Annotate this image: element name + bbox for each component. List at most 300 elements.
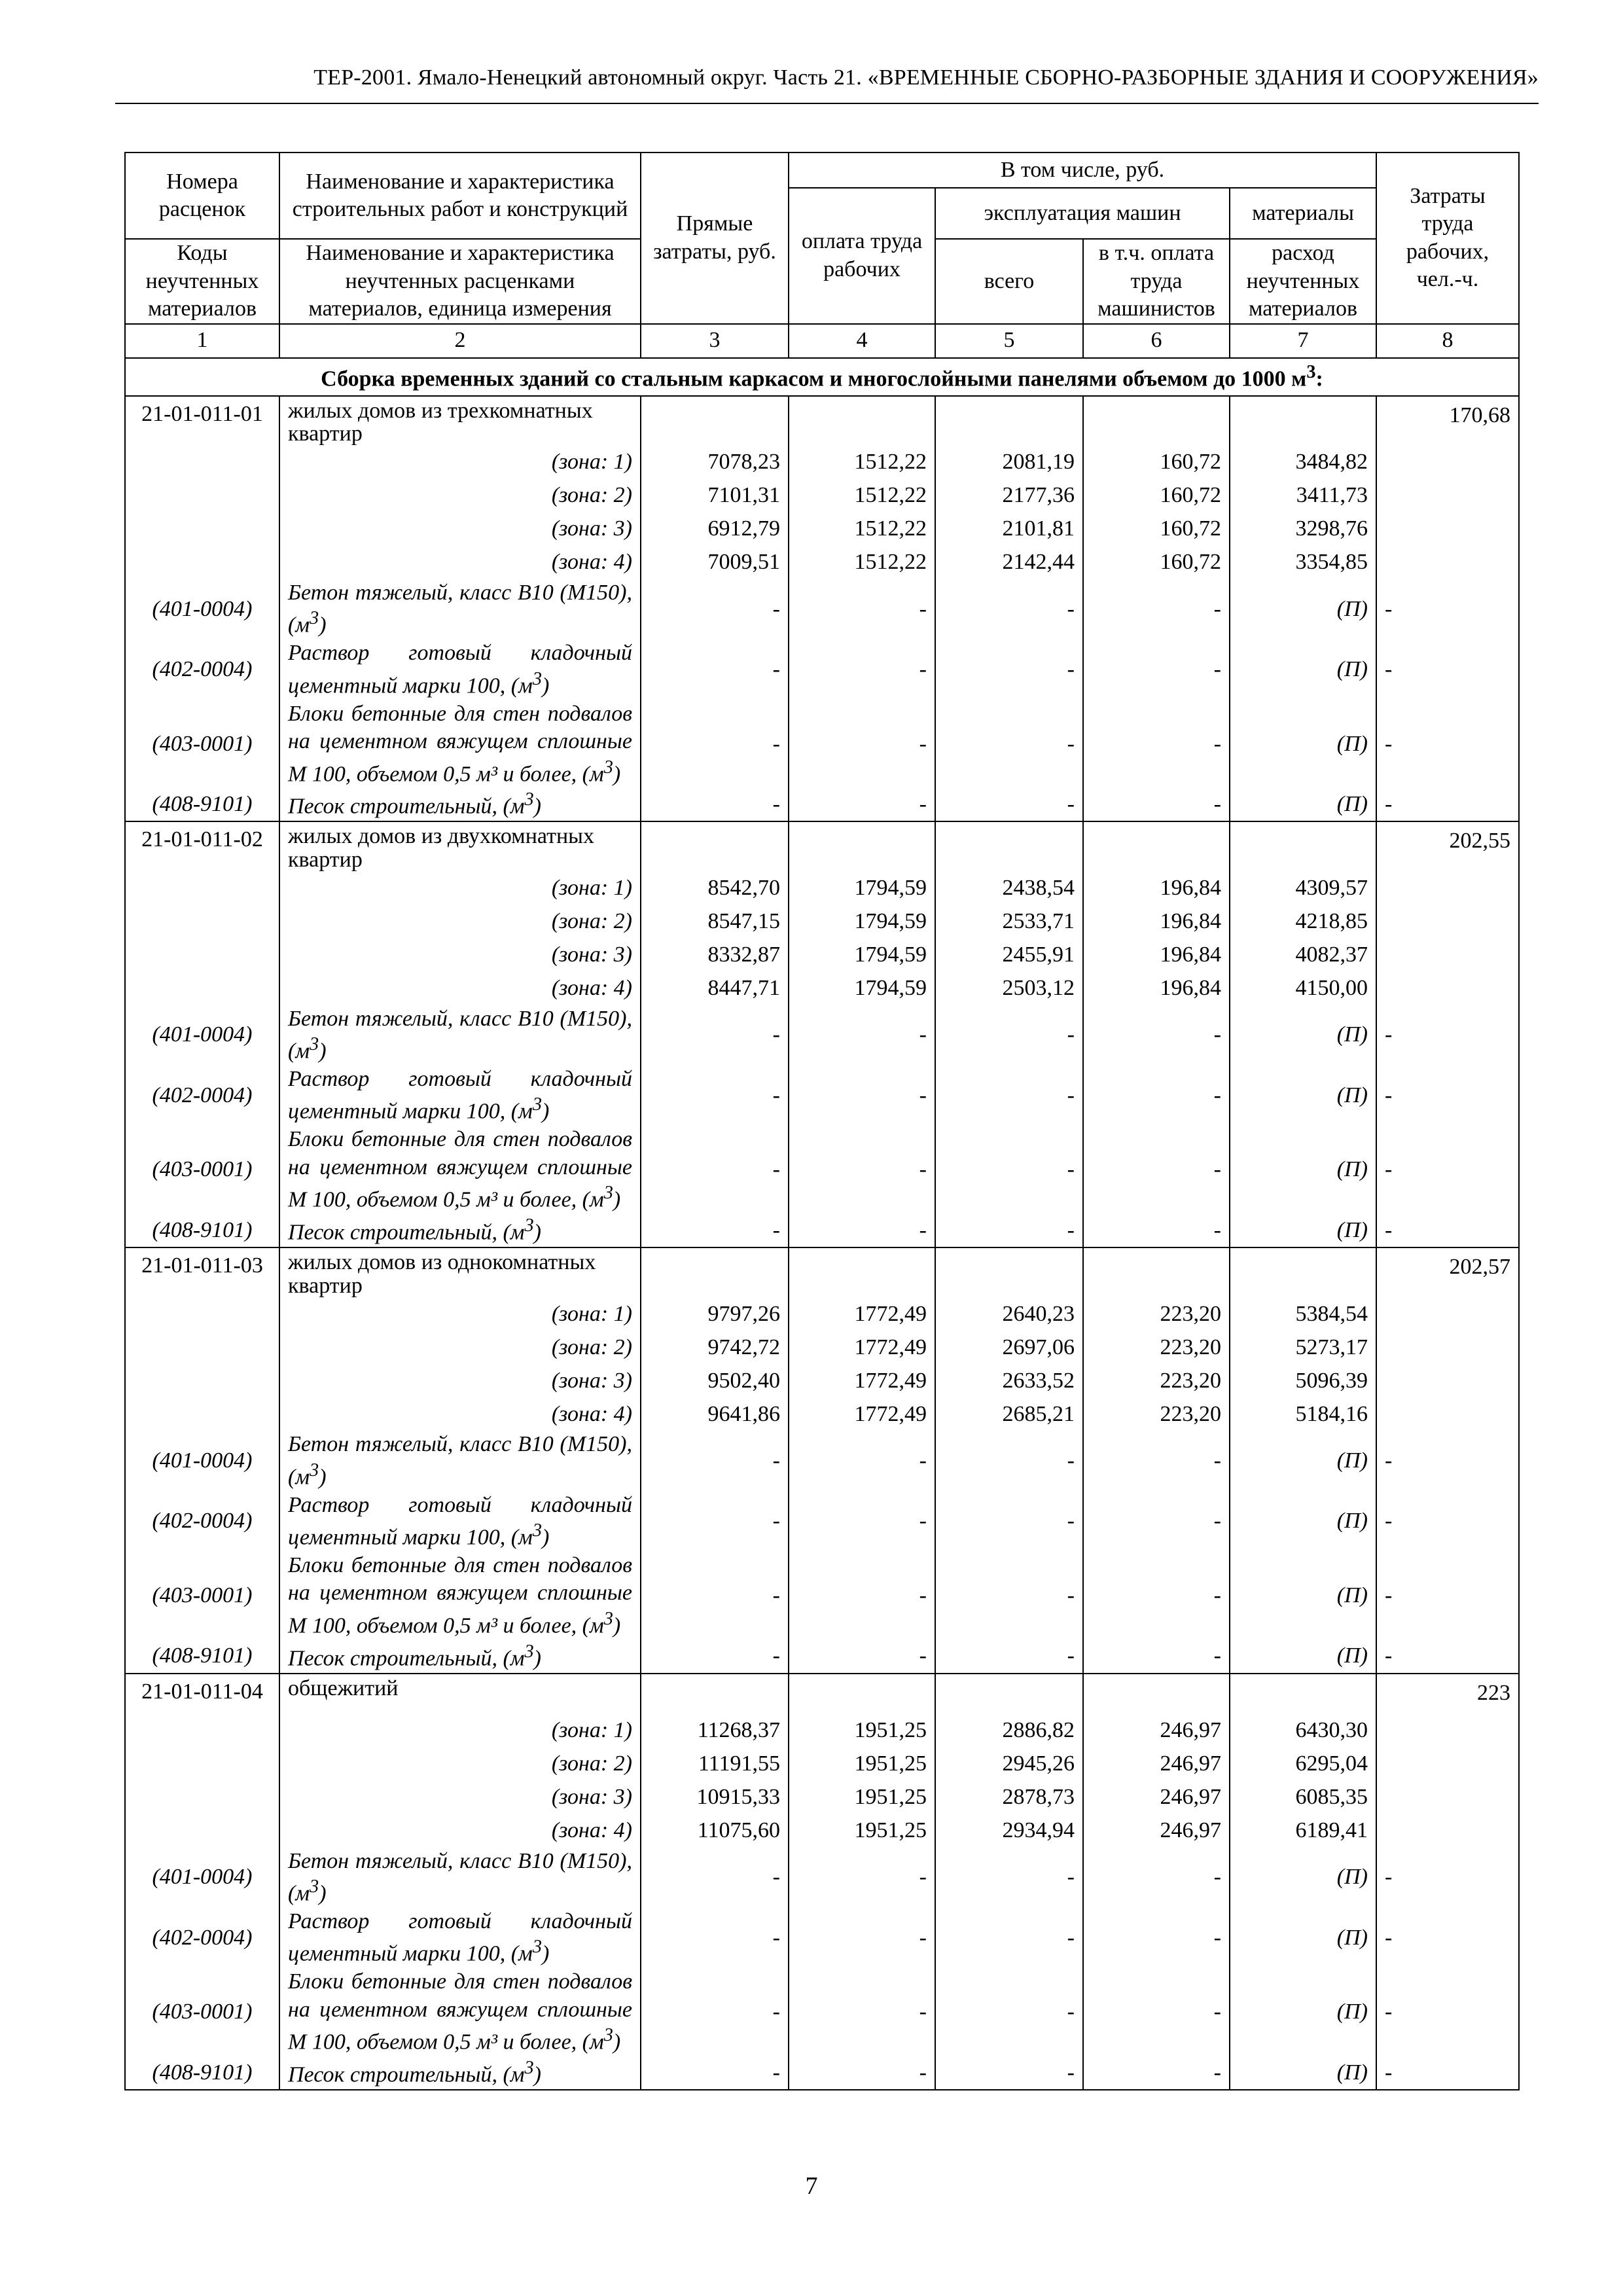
zone-label: (зона: 3): [279, 1781, 641, 1814]
rate-row: [125, 1247, 1519, 1297]
machines-total: 2685,21: [935, 1397, 1083, 1431]
material-row: [125, 1066, 1519, 1126]
dash: -: [935, 639, 1083, 700]
dash: -: [789, 788, 935, 821]
material-name: Бетон тяжелый, класс В10 (М150), $(м^3)$: [279, 579, 641, 639]
material-row: [125, 788, 1519, 821]
direct-costs: 8447,71: [641, 972, 789, 1005]
header-worker-pay: оплата труда рабочих: [789, 188, 935, 324]
page-header: ТЕР-2001. Ямало-Ненецкий автономный округ. Часть 21. «ВРЕМЕННЫЕ СБОРНО-РАЗБОРНЫЕ ЗДАНИЯ И СООРУЖЕНИЯ»: [313, 65, 1539, 90]
machines-total: 2697,06: [935, 1331, 1083, 1364]
materials-cost: 5184,16: [1230, 1397, 1376, 1431]
material-usage: (П): [1230, 1908, 1376, 1968]
dash: -: [1376, 788, 1519, 821]
material-usage: (П): [1230, 1431, 1376, 1491]
zone-row: [125, 905, 1519, 939]
dash: -: [1083, 1848, 1230, 1908]
zone-label: (зона: 2): [279, 905, 641, 939]
dash: -: [1083, 1066, 1230, 1126]
material-usage: (П): [1230, 1552, 1376, 1640]
dash: -: [1083, 579, 1230, 639]
dash: -: [789, 1214, 935, 1247]
machines-total: 2934,94: [935, 1814, 1083, 1848]
dash: -: [789, 1005, 935, 1066]
dash: -: [935, 1492, 1083, 1552]
material-usage: (П): [1230, 1214, 1376, 1247]
zone-label: (зона: 2): [279, 479, 641, 512]
labor-cost: 223: [1376, 1674, 1519, 1714]
zone-row: [125, 972, 1519, 1005]
materials-cost: 4082,37: [1230, 939, 1376, 972]
machinist-pay: 246,97: [1083, 1714, 1230, 1748]
rate-row: [125, 396, 1519, 446]
material-usage: (П): [1230, 2056, 1376, 2090]
dash: -: [1083, 639, 1230, 700]
direct-costs: 11075,60: [641, 1814, 789, 1848]
dash: -: [789, 1126, 935, 1214]
material-row: [125, 1848, 1519, 1908]
rate-row: [125, 1674, 1519, 1714]
zone-label: (зона: 1): [279, 1714, 641, 1748]
column-number: 7: [1230, 324, 1376, 358]
material-row: [125, 2056, 1519, 2090]
zone-row: [125, 546, 1519, 579]
machines-total: 2438,54: [935, 872, 1083, 905]
worker-pay: 1512,22: [789, 446, 935, 479]
dash: -: [935, 1214, 1083, 1247]
dash: -: [1083, 1552, 1230, 1640]
header-material-names: Наименование и характеристика неучтенных расценками материалов, единица измерения: [279, 239, 641, 324]
materials-cost: 4309,57: [1230, 872, 1376, 905]
dash: -: [789, 1908, 935, 1968]
zone-label: (зона: 3): [279, 512, 641, 546]
material-name: Блоки бетонные для стен подвалов на цементном вяжущем сплошные М 100, объемом 0,5 м³ и более, $(м^3)$: [279, 700, 641, 789]
direct-costs: 8547,15: [641, 905, 789, 939]
dash: -: [641, 1431, 789, 1491]
material-code: (403-0001): [125, 1126, 279, 1214]
dash: -: [1083, 1126, 1230, 1214]
header-labor: Затраты труда рабочих, чел.-ч.: [1376, 152, 1519, 324]
dash: -: [789, 1640, 935, 1674]
dash: -: [935, 1552, 1083, 1640]
column-number: 3: [641, 324, 789, 358]
direct-costs: 9797,26: [641, 1297, 789, 1331]
column-numbers-row: [125, 324, 1519, 358]
dash: -: [1376, 1126, 1519, 1214]
material-name: Блоки бетонные для стен подвалов на цементном вяжущем сплошные М 100, объемом 0,5 м³ и более, $(м^3)$: [279, 1552, 641, 1640]
machines-total: 2503,12: [935, 972, 1083, 1005]
materials-cost: 5273,17: [1230, 1331, 1376, 1364]
dash: -: [935, 1066, 1083, 1126]
material-code: (403-0001): [125, 1968, 279, 2056]
materials-cost: 5096,39: [1230, 1364, 1376, 1397]
machines-total: 2142,44: [935, 546, 1083, 579]
material-usage: (П): [1230, 1640, 1376, 1674]
material-name: Раствор готовый кладочный цементный марки 100, $(м^3)$: [279, 1066, 641, 1126]
section-title-row: [125, 358, 1519, 396]
machinist-pay: 160,72: [1083, 512, 1230, 546]
material-code: (408-9101): [125, 1214, 279, 1247]
materials-cost: 6295,04: [1230, 1748, 1376, 1781]
rate-code: 21-01-011-03: [125, 1247, 279, 1297]
dash: -: [1083, 1214, 1230, 1247]
materials-cost: 6085,35: [1230, 1781, 1376, 1814]
zone-row: [125, 1714, 1519, 1748]
column-number: 4: [789, 324, 935, 358]
zone-label: (зона: 3): [279, 939, 641, 972]
material-row: [125, 1552, 1519, 1640]
zone-label: (зона: 2): [279, 1748, 641, 1781]
dash: -: [789, 1066, 935, 1126]
worker-pay: 1772,49: [789, 1364, 935, 1397]
labor-cost: 170,68: [1376, 396, 1519, 446]
header-machinist-pay: в т.ч. оплата труда машинистов: [1083, 239, 1230, 324]
dash: -: [641, 1848, 789, 1908]
dash: -: [1376, 1066, 1519, 1126]
material-code: (408-9101): [125, 788, 279, 821]
direct-costs: 8542,70: [641, 872, 789, 905]
materials-cost: 6430,30: [1230, 1714, 1376, 1748]
dash: -: [1083, 788, 1230, 821]
materials-cost: 3354,85: [1230, 546, 1376, 579]
column-number: 5: [935, 324, 1083, 358]
machines-total: 2945,26: [935, 1748, 1083, 1781]
material-code: (408-9101): [125, 1640, 279, 1674]
dash: -: [935, 1005, 1083, 1066]
dash: -: [789, 1848, 935, 1908]
material-row: [125, 639, 1519, 700]
material-code: (403-0001): [125, 700, 279, 789]
machinist-pay: 246,97: [1083, 1814, 1230, 1848]
machines-total: 2177,36: [935, 479, 1083, 512]
dash: -: [1376, 1848, 1519, 1908]
zone-label: (зона: 4): [279, 1397, 641, 1431]
dash: -: [789, 1431, 935, 1491]
material-name: Песок строительный, $(м^3)$: [279, 1214, 641, 1247]
machines-total: 2081,19: [935, 446, 1083, 479]
material-usage: (П): [1230, 1492, 1376, 1552]
material-row: [125, 1908, 1519, 1968]
machinist-pay: 246,97: [1083, 1781, 1230, 1814]
worker-pay: 1951,25: [789, 1714, 935, 1748]
dash: -: [789, 579, 935, 639]
dash: -: [935, 700, 1083, 789]
dash: -: [641, 1126, 789, 1214]
materials-cost: 5384,54: [1230, 1297, 1376, 1331]
dash: -: [1083, 1968, 1230, 2056]
zone-row: [125, 939, 1519, 972]
machinist-pay: 223,20: [1083, 1364, 1230, 1397]
direct-costs: 7101,31: [641, 479, 789, 512]
dash: -: [1083, 1005, 1230, 1066]
page-number: 7: [805, 2172, 818, 2200]
material-name: Раствор готовый кладочный цементный марки 100, $(м^3)$: [279, 639, 641, 700]
material-row: [125, 1005, 1519, 1066]
dash: -: [641, 1968, 789, 2056]
dash: -: [1083, 1431, 1230, 1491]
worker-pay: 1794,59: [789, 939, 935, 972]
dash: -: [789, 1968, 935, 2056]
material-code: (402-0004): [125, 1492, 279, 1552]
dash: -: [641, 579, 789, 639]
rate-title: жилых домов из трехкомнатных квартир: [279, 396, 641, 446]
dash: -: [1376, 639, 1519, 700]
materials-cost: 4150,00: [1230, 972, 1376, 1005]
material-usage: (П): [1230, 579, 1376, 639]
dash: -: [641, 700, 789, 789]
header-machines-total: всего: [935, 239, 1083, 324]
dash: -: [935, 579, 1083, 639]
dash: -: [789, 700, 935, 789]
material-row: [125, 579, 1519, 639]
dash: -: [1083, 1908, 1230, 1968]
zone-row: [125, 872, 1519, 905]
machinist-pay: 160,72: [1083, 546, 1230, 579]
material-code: (401-0004): [125, 579, 279, 639]
material-usage: (П): [1230, 639, 1376, 700]
dash: -: [1376, 1492, 1519, 1552]
column-number: 1: [125, 324, 279, 358]
material-name: Бетон тяжелый, класс В10 (М150), $(м^3)$: [279, 1005, 641, 1066]
header-rule: [115, 103, 1539, 104]
materials-cost: 6189,41: [1230, 1814, 1376, 1848]
machines-total: 2886,82: [935, 1714, 1083, 1748]
header-materials: материалы: [1230, 188, 1376, 239]
materials-cost: 3411,73: [1230, 479, 1376, 512]
dash: -: [1376, 2056, 1519, 2090]
material-usage: (П): [1230, 1968, 1376, 2056]
dash: -: [641, 1640, 789, 1674]
column-number: 2: [279, 324, 641, 358]
materials-cost: 3484,82: [1230, 446, 1376, 479]
material-usage: (П): [1230, 1005, 1376, 1066]
dash: -: [789, 639, 935, 700]
zone-label: (зона: 4): [279, 1814, 641, 1848]
worker-pay: 1794,59: [789, 872, 935, 905]
machines-total: 2533,71: [935, 905, 1083, 939]
material-row: [125, 1214, 1519, 1247]
material-usage: (П): [1230, 788, 1376, 821]
dash: -: [1083, 1492, 1230, 1552]
machinist-pay: 196,84: [1083, 939, 1230, 972]
worker-pay: 1794,59: [789, 972, 935, 1005]
machinist-pay: 223,20: [1083, 1297, 1230, 1331]
dash: -: [641, 1005, 789, 1066]
material-code: (402-0004): [125, 1066, 279, 1126]
header-materials-use: расход неучтенных материалов: [1230, 239, 1376, 324]
dash: -: [1376, 1908, 1519, 1968]
dash: -: [641, 1908, 789, 1968]
dash: -: [1376, 1552, 1519, 1640]
direct-costs: 11191,55: [641, 1748, 789, 1781]
zone-label: (зона: 2): [279, 1331, 641, 1364]
material-name: Блоки бетонные для стен подвалов на цементном вяжущем сплошные М 100, объемом 0,5 м³ и более, $(м^3)$: [279, 1968, 641, 2056]
dash: -: [641, 788, 789, 821]
zone-label: (зона: 4): [279, 546, 641, 579]
dash: -: [1083, 2056, 1230, 2090]
header-material-codes: Коды неучтенных материалов: [125, 239, 279, 324]
worker-pay: 1512,22: [789, 479, 935, 512]
dash: -: [935, 1431, 1083, 1491]
column-number: 8: [1376, 324, 1519, 358]
zone-row: [125, 1297, 1519, 1331]
zone-row: [125, 1331, 1519, 1364]
direct-costs: 7009,51: [641, 546, 789, 579]
dash: -: [1376, 700, 1519, 789]
direct-costs: 9641,86: [641, 1397, 789, 1431]
material-name: Раствор готовый кладочный цементный марки 100, $(м^3)$: [279, 1908, 641, 1968]
direct-costs: 9502,40: [641, 1364, 789, 1397]
zone-row: [125, 512, 1519, 546]
zone-row: [125, 1814, 1519, 1848]
material-code: (402-0004): [125, 639, 279, 700]
dash: -: [935, 2056, 1083, 2090]
dash: -: [789, 2056, 935, 2090]
dash: -: [935, 1848, 1083, 1908]
zone-label: (зона: 1): [279, 872, 641, 905]
dash: -: [641, 639, 789, 700]
zone-label: (зона: 4): [279, 972, 641, 1005]
direct-costs: 11268,37: [641, 1714, 789, 1748]
dash: -: [1376, 1640, 1519, 1674]
zone-row: [125, 1781, 1519, 1814]
zone-row: [125, 1748, 1519, 1781]
machines-total: 2633,52: [935, 1364, 1083, 1397]
dash: -: [641, 1552, 789, 1640]
material-row: [125, 1126, 1519, 1214]
zone-label: (зона: 3): [279, 1364, 641, 1397]
zone-label: (зона: 1): [279, 446, 641, 479]
dash: -: [641, 2056, 789, 2090]
dash: -: [1376, 579, 1519, 639]
material-row: [125, 1640, 1519, 1674]
material-name: Песок строительный, $(м^3)$: [279, 788, 641, 821]
rate-title: общежитий: [279, 1674, 641, 1714]
machinist-pay: 223,20: [1083, 1331, 1230, 1364]
dash: -: [935, 1126, 1083, 1214]
material-row: [125, 1431, 1519, 1491]
labor-cost: 202,55: [1376, 821, 1519, 871]
dash: -: [641, 1066, 789, 1126]
direct-costs: 8332,87: [641, 939, 789, 972]
zone-row: [125, 1364, 1519, 1397]
material-name: Блоки бетонные для стен подвалов на цементном вяжущем сплошные М 100, объемом 0,5 м³ и более, $(м^3)$: [279, 1126, 641, 1214]
material-code: (408-9101): [125, 2056, 279, 2090]
material-code: (403-0001): [125, 1552, 279, 1640]
price-table: [124, 152, 1520, 2090]
column-number: 6: [1083, 324, 1230, 358]
worker-pay: 1951,25: [789, 1748, 935, 1781]
rate-row: [125, 821, 1519, 871]
header-direct-costs: Прямые затраты, руб.: [641, 152, 789, 324]
material-usage: (П): [1230, 700, 1376, 789]
machines-total: 2455,91: [935, 939, 1083, 972]
direct-costs: 7078,23: [641, 446, 789, 479]
materials-cost: 3298,76: [1230, 512, 1376, 546]
machines-total: 2878,73: [935, 1781, 1083, 1814]
dash: -: [1083, 1640, 1230, 1674]
zone-row: [125, 446, 1519, 479]
material-name: Раствор готовый кладочный цементный марки 100, $(м^3)$: [279, 1492, 641, 1552]
material-name: Бетон тяжелый, класс В10 (М150), $(м^3)$: [279, 1848, 641, 1908]
labor-cost: 202,57: [1376, 1247, 1519, 1297]
material-row: [125, 1492, 1519, 1552]
machinist-pay: 196,84: [1083, 972, 1230, 1005]
header-work-name: Наименование и характеристика строительных работ и конструкций: [279, 152, 641, 239]
section-title: Сборка временных зданий со стальным каркасом и многослойными панелями объемом до 1000 $м^3$:: [125, 358, 1519, 396]
dash: -: [935, 1640, 1083, 1674]
header-including: В том числе, руб.: [789, 152, 1376, 188]
material-name: Песок строительный, $(м^3)$: [279, 1640, 641, 1674]
rate-title: жилых домов из двухкомнатных квартир: [279, 821, 641, 871]
machinist-pay: 246,97: [1083, 1748, 1230, 1781]
material-code: (402-0004): [125, 1908, 279, 1968]
dash: -: [1376, 1968, 1519, 2056]
dash: -: [641, 1492, 789, 1552]
worker-pay: 1772,49: [789, 1331, 935, 1364]
material-code: (401-0004): [125, 1431, 279, 1491]
material-row: [125, 1968, 1519, 2056]
worker-pay: 1794,59: [789, 905, 935, 939]
worker-pay: 1951,25: [789, 1781, 935, 1814]
machines-total: 2101,81: [935, 512, 1083, 546]
machines-total: 2640,23: [935, 1297, 1083, 1331]
dash: -: [935, 1908, 1083, 1968]
worker-pay: 1512,22: [789, 512, 935, 546]
dash: -: [1376, 1214, 1519, 1247]
direct-costs: 6912,79: [641, 512, 789, 546]
dash: -: [1376, 1431, 1519, 1491]
zone-label: (зона: 1): [279, 1297, 641, 1331]
material-code: (401-0004): [125, 1848, 279, 1908]
machinist-pay: 223,20: [1083, 1397, 1230, 1431]
dash: -: [935, 1968, 1083, 2056]
material-name: Бетон тяжелый, класс В10 (М150), $(м^3)$: [279, 1431, 641, 1491]
material-row: [125, 700, 1519, 789]
machinist-pay: 160,72: [1083, 446, 1230, 479]
dash: -: [641, 1214, 789, 1247]
material-usage: (П): [1230, 1066, 1376, 1126]
direct-costs: 10915,33: [641, 1781, 789, 1814]
machinist-pay: 160,72: [1083, 479, 1230, 512]
direct-costs: 9742,72: [641, 1331, 789, 1364]
material-name: Песок строительный, $(м^3)$: [279, 2056, 641, 2090]
zone-row: [125, 479, 1519, 512]
materials-cost: 4218,85: [1230, 905, 1376, 939]
machinist-pay: 196,84: [1083, 872, 1230, 905]
material-code: (401-0004): [125, 1005, 279, 1066]
worker-pay: 1772,49: [789, 1297, 935, 1331]
zone-row: [125, 1397, 1519, 1431]
dash: -: [789, 1492, 935, 1552]
material-usage: (П): [1230, 1126, 1376, 1214]
dash: -: [789, 1552, 935, 1640]
worker-pay: 1772,49: [789, 1397, 935, 1431]
machinist-pay: 196,84: [1083, 905, 1230, 939]
dash: -: [1083, 700, 1230, 789]
rate-code: 21-01-011-02: [125, 821, 279, 871]
rate-code: 21-01-011-01: [125, 396, 279, 446]
worker-pay: 1512,22: [789, 546, 935, 579]
rate-title: жилых домов из однокомнатных квартир: [279, 1247, 641, 1297]
worker-pay: 1951,25: [789, 1814, 935, 1848]
dash: -: [1376, 1005, 1519, 1066]
material-usage: (П): [1230, 1848, 1376, 1908]
dash: -: [935, 788, 1083, 821]
rate-code: 21-01-011-04: [125, 1674, 279, 1714]
header-machines: эксплуатация машин: [935, 188, 1230, 239]
header-rate-numbers: Номера расценок: [125, 152, 279, 239]
